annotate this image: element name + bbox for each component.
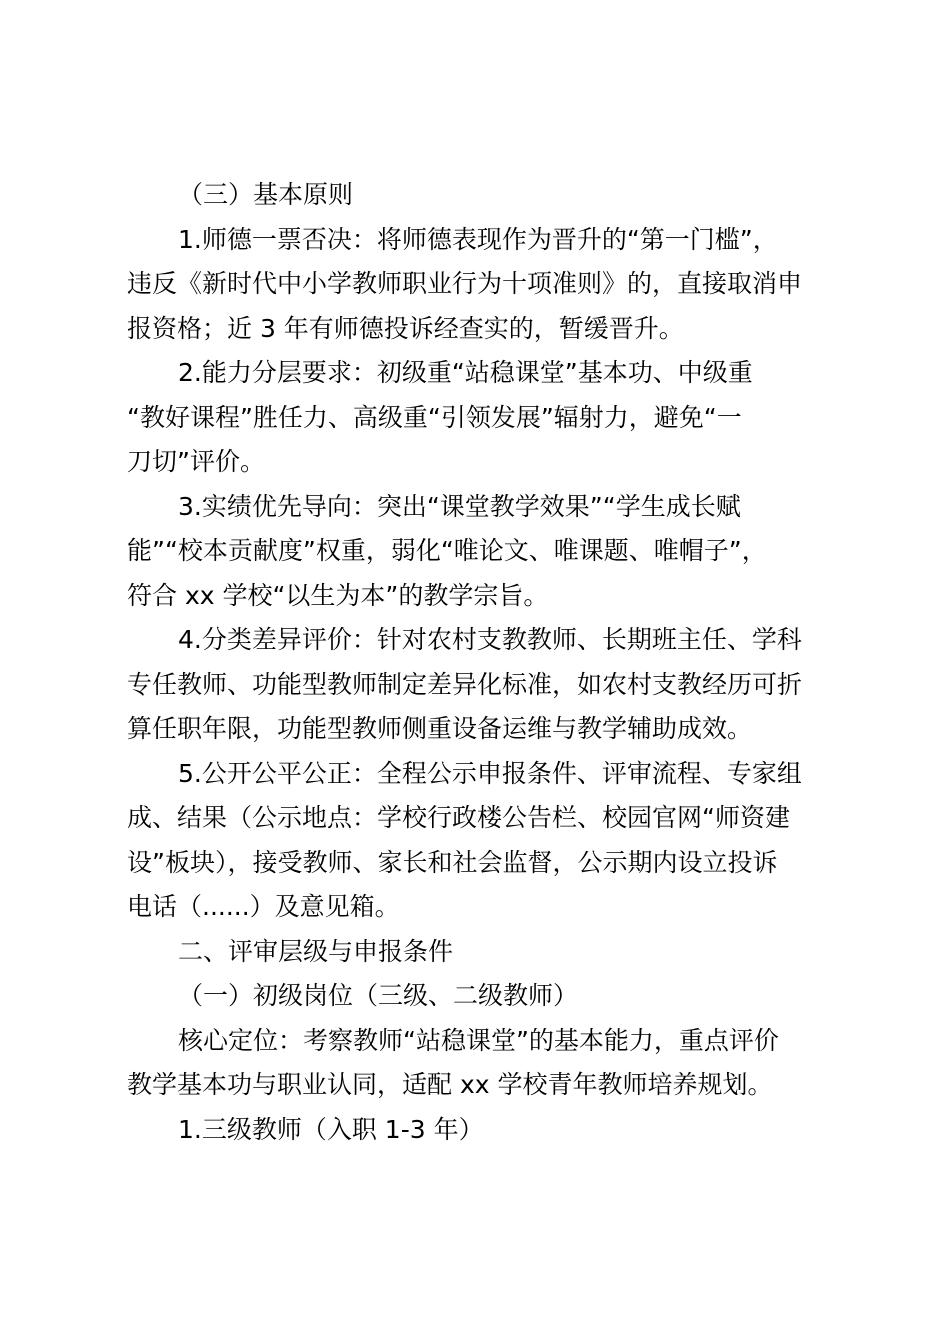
- text-line: 成、结果（公示地点：学校行政楼公告栏、校园官网“师资建: [127, 803, 790, 832]
- text-line: 5.公开公平公正：全程公示申报条件、评审流程、专家组: [178, 758, 802, 788]
- principle-paragraph-3: [127, 485, 837, 619]
- core-positioning-paragraph: [127, 1019, 837, 1108]
- text-line: 设”板块），接受教师、家长和社会监督，公示期内设立投诉: [127, 847, 778, 877]
- text-line: 1.三级教师（入职 1-3 年）: [178, 1114, 484, 1144]
- text-line: 电话（......）及意见箱。: [127, 892, 400, 921]
- text-line: “教好课程”胜任力、高级重“引领发展”辐射力，避免“一: [127, 402, 742, 432]
- text-line: 二、评审层级与申报条件: [178, 936, 454, 966]
- text-line: 核心定位：考察教师“站稳课堂”的基本能力，重点评价: [178, 1025, 779, 1055]
- text-line: 教学基本功与职业认同，适配 xx 学校青年教师培养规划。: [127, 1070, 773, 1099]
- text-line: 2.能力分层要求：初级重“站稳课堂”基本功、中级重: [178, 358, 753, 387]
- text-line: 违反《新时代中小学教师职业行为十项准则》的，直接取消申: [127, 269, 803, 298]
- text-line: 1.师德一票否决：将师德表现作为晋升的“第一门槛”，: [178, 224, 778, 254]
- principle-paragraph-2: [127, 351, 837, 485]
- text-line: 算任职年限，功能型教师侧重设备运维与教学辅助成效。: [127, 714, 753, 743]
- text-line: 能”“校本贡献度”权重，弱化“唯论文、唯课题、唯帽子”，: [127, 536, 767, 565]
- text-line: 报资格；近 3 年有师德投诉经查实的，暂缓晋升。: [127, 313, 684, 343]
- section-heading-review-levels: [127, 930, 837, 975]
- text-line: 4.分类差异评价：针对农村支教教师、长期班主任、学科: [178, 625, 802, 654]
- text-line: （三）基本原则: [178, 180, 354, 209]
- document-body: [127, 173, 837, 1152]
- section-heading-basic-principles: [127, 173, 837, 218]
- principle-paragraph-4: [127, 618, 837, 752]
- principle-paragraph-5: [127, 752, 837, 930]
- text-line: 3.实绩优先导向：突出“课堂教学效果”“学生成长赋: [178, 491, 741, 521]
- principle-paragraph-1: [127, 218, 837, 352]
- text-line: 专任教师、功能型教师制定差异化标准，如农村支教经历可折: [127, 669, 803, 699]
- text-line: 刀切”评价。: [127, 447, 265, 476]
- subsection-heading-junior-posts: [127, 974, 837, 1019]
- item-heading-level-3-teacher: [127, 1108, 837, 1153]
- text-line: （一）初级岗位（三级、二级教师）: [178, 981, 579, 1010]
- text-line: 符合 xx 学校“以生为本”的教学宗旨。: [127, 580, 549, 610]
